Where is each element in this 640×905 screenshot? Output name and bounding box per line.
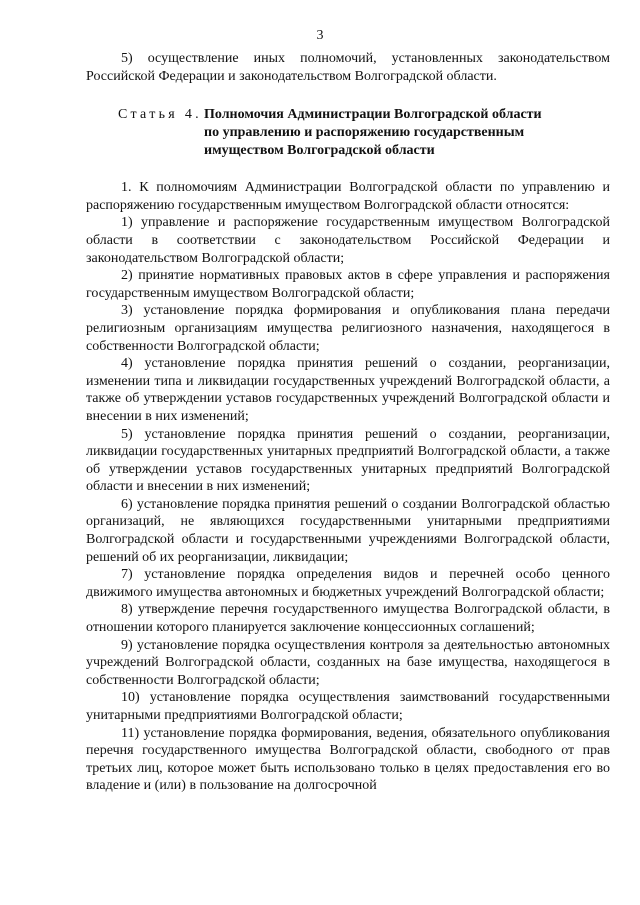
list-item: 2) принятие нормативных правовых актов в сфере управления и распоряжения государственным имуществом Волгоградской области;	[86, 268, 610, 301]
list-item: 1) управление и распоряжение государственным имуществом Волгоградской области в соответствии с законодательством Российской Федерации и законодательством Волгоградской области;	[86, 215, 610, 266]
page-number: 3	[316, 28, 324, 43]
list-item: 10) установление порядка осуществления заимствований государственными унитарными предприятиями Волгоградской области;	[86, 690, 610, 723]
list-item: 4) установление порядка принятия решений о создании, реорганизации, изменении типа и ликвидации государственных учреждений Волгоградской области, а также об утверждении уставов государственных учреждений Волгоградской области и внесении в них изменений;	[86, 356, 610, 424]
list-item: 7) установление порядка определения видов и перечней особо ценного движимого имущества автономных и бюджетных учреждений Волгоградской области;	[86, 567, 610, 600]
list-item: 11) установление порядка формирования, ведения, обязательного опубликования перечня государственного имущества Волгоградской области, свободного от прав третьих лиц, которое может быть использовано только в целях предоставления его во владение и (или) в пользование на долгосрочной	[86, 725, 610, 794]
article-heading	[86, 106, 610, 160]
list-item: 5) установление порядка принятия решений о создании, реорганизации, ликвидации государственных унитарных предприятий Волгоградской области, а также об утверждении уставов государственных унитарных предприятий Волгоградской области и внесении в них изменений;	[86, 426, 610, 495]
list-item: 6) установление порядка принятия решений о создании Волгоградской областью организаций, не являющихся государственными унитарными предприятиями Волгоградской области и государственными учреждениями Волгоградской области, решений об их реорганизации, ликвидации;	[86, 496, 610, 565]
list-item: 9) установление порядка осуществления контроля за деятельностью автономных учреждений Волгоградской области, созданных на базе имущества, находящегося в собственности Волгоградской области;	[86, 637, 610, 688]
lead-item: 5) осуществление иных полномочий, установленных законодательством Российской Федерации и законодательством Волгоградской области.	[86, 51, 610, 84]
clause-items	[86, 214, 610, 795]
list-item: 3) установление порядка формирования и опубликования плана передачи религиозным организациям имущества религиозного назначения, находящегося в собственности Волгоградской области;	[86, 303, 610, 354]
document-body	[86, 50, 610, 795]
list-item: 8) утверждение перечня государственного имущества Волгоградской области, в отношении которого планируется заключение концессионных соглашений;	[86, 602, 610, 636]
clause-intro: 1. К полномочиям Администрации Волгоградской области по управлению и распоряжению государственным имуществом Волгоградской области относятся:	[86, 180, 610, 213]
article-title: Полномочия Администрации Волгоградской области по управлению и распоряжению государственным имуществом Волгоградской области	[204, 107, 542, 159]
article-label: Статья 4.	[118, 107, 202, 123]
